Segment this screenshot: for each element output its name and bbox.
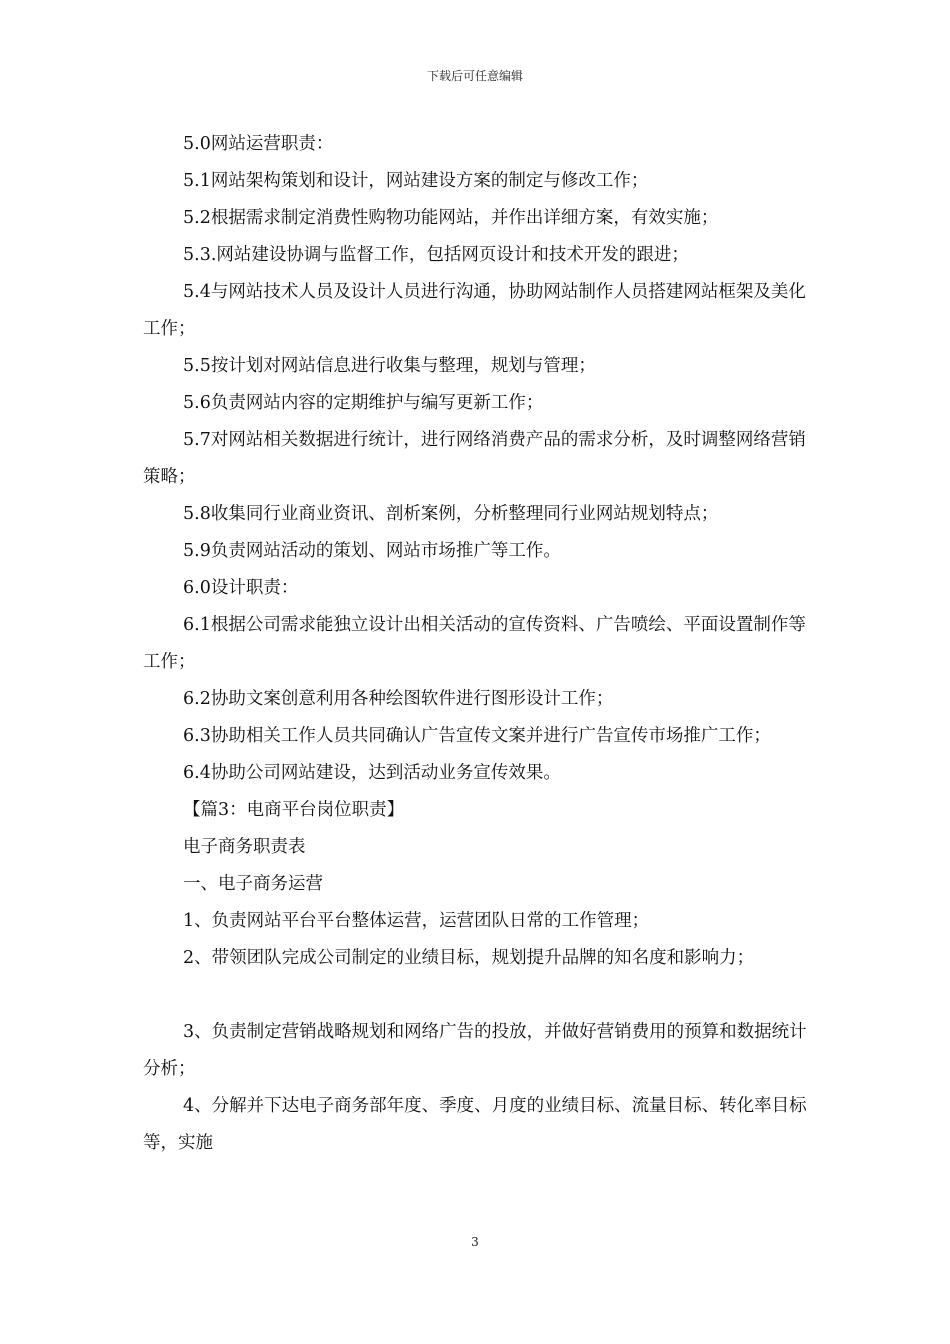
paragraph-5-3: 5.3.网站建设协调与监督工作，包括网页设计和技术开发的跟进；: [183, 245, 689, 265]
subsection-heading: 一、电子商务运营: [183, 874, 323, 894]
paragraph-6-4: 6.4协助公司网站建设，达到活动业务宣传效果。: [183, 763, 561, 783]
page-number: 3: [471, 1235, 479, 1249]
paragraph-5-4: 5.4与网站技术人员及设计人员进行沟通，协助网站制作人员搭建网站框架及美化工作；: [143, 282, 806, 339]
list-item-1: 1、负责网站平台平台整体运营，运营团队日常的工作管理；: [183, 911, 650, 931]
paragraph-5-7: 5.7对网站相关数据进行统计，进行网络消费产品的需求分析，及时调整网络营销策略；: [143, 430, 806, 487]
list-item-2: 2、带领团队完成公司制定的业绩目标，规划提升品牌的知名度和影响力；: [183, 948, 755, 968]
paragraph-6-0: 6.0设计职责：: [183, 578, 299, 598]
paragraph-5-9: 5.9负责网站活动的策划、网站市场推广等工作。: [183, 541, 561, 561]
paragraph-5-2: 5.2根据需求制定消费性购物功能网站，并作出详细方案，有效实施；: [183, 208, 719, 228]
paragraph-5-5: 5.5按计划对网站信息进行收集与整理，规划与管理；: [183, 356, 596, 376]
list-item-3: 3、负责制定营销战略规划和网络广告的投放，并做好营销费用的预算和数据统计分析；: [143, 1022, 807, 1079]
paragraph-5-0: 5.0网站运营职责：: [183, 134, 334, 154]
list-item-4: 4、分解并下达电子商务部年度、季度、月度的业绩目标、流量目标、转化率目标等，实施: [143, 1096, 807, 1153]
page-header-note: 下载后可任意编辑: [426, 69, 523, 83]
paragraph-6-2: 6.2协助文案创意利用各种绘图软件进行图形设计工作；: [183, 689, 614, 709]
table-title: 电子商务职责表: [183, 837, 306, 857]
paragraph-5-6: 5.6负责网站内容的定期维护与编写更新工作；: [183, 393, 544, 413]
section-heading: 【篇3：电商平台岗位职责】: [183, 800, 405, 820]
paragraph-6-1: 6.1根据公司需求能独立设计出相关活动的宣传资料、广告喷绘、平面设置制作等工作；: [143, 615, 806, 672]
blank-line: [143, 977, 808, 1014]
paragraph-5-1: 5.1网站架构策划和设计，网站建设方案的制定与修改工作；: [183, 171, 649, 191]
paragraph-5-8: 5.8收集同行业商业资讯、剖析案例，分析整理同行业网站规划特点；: [183, 504, 719, 524]
document-body: [143, 126, 808, 1162]
paragraph-6-3: 6.3协助相关工作人员共同确认广告宣传文案并进行广告宣传市场推广工作；: [183, 726, 771, 746]
